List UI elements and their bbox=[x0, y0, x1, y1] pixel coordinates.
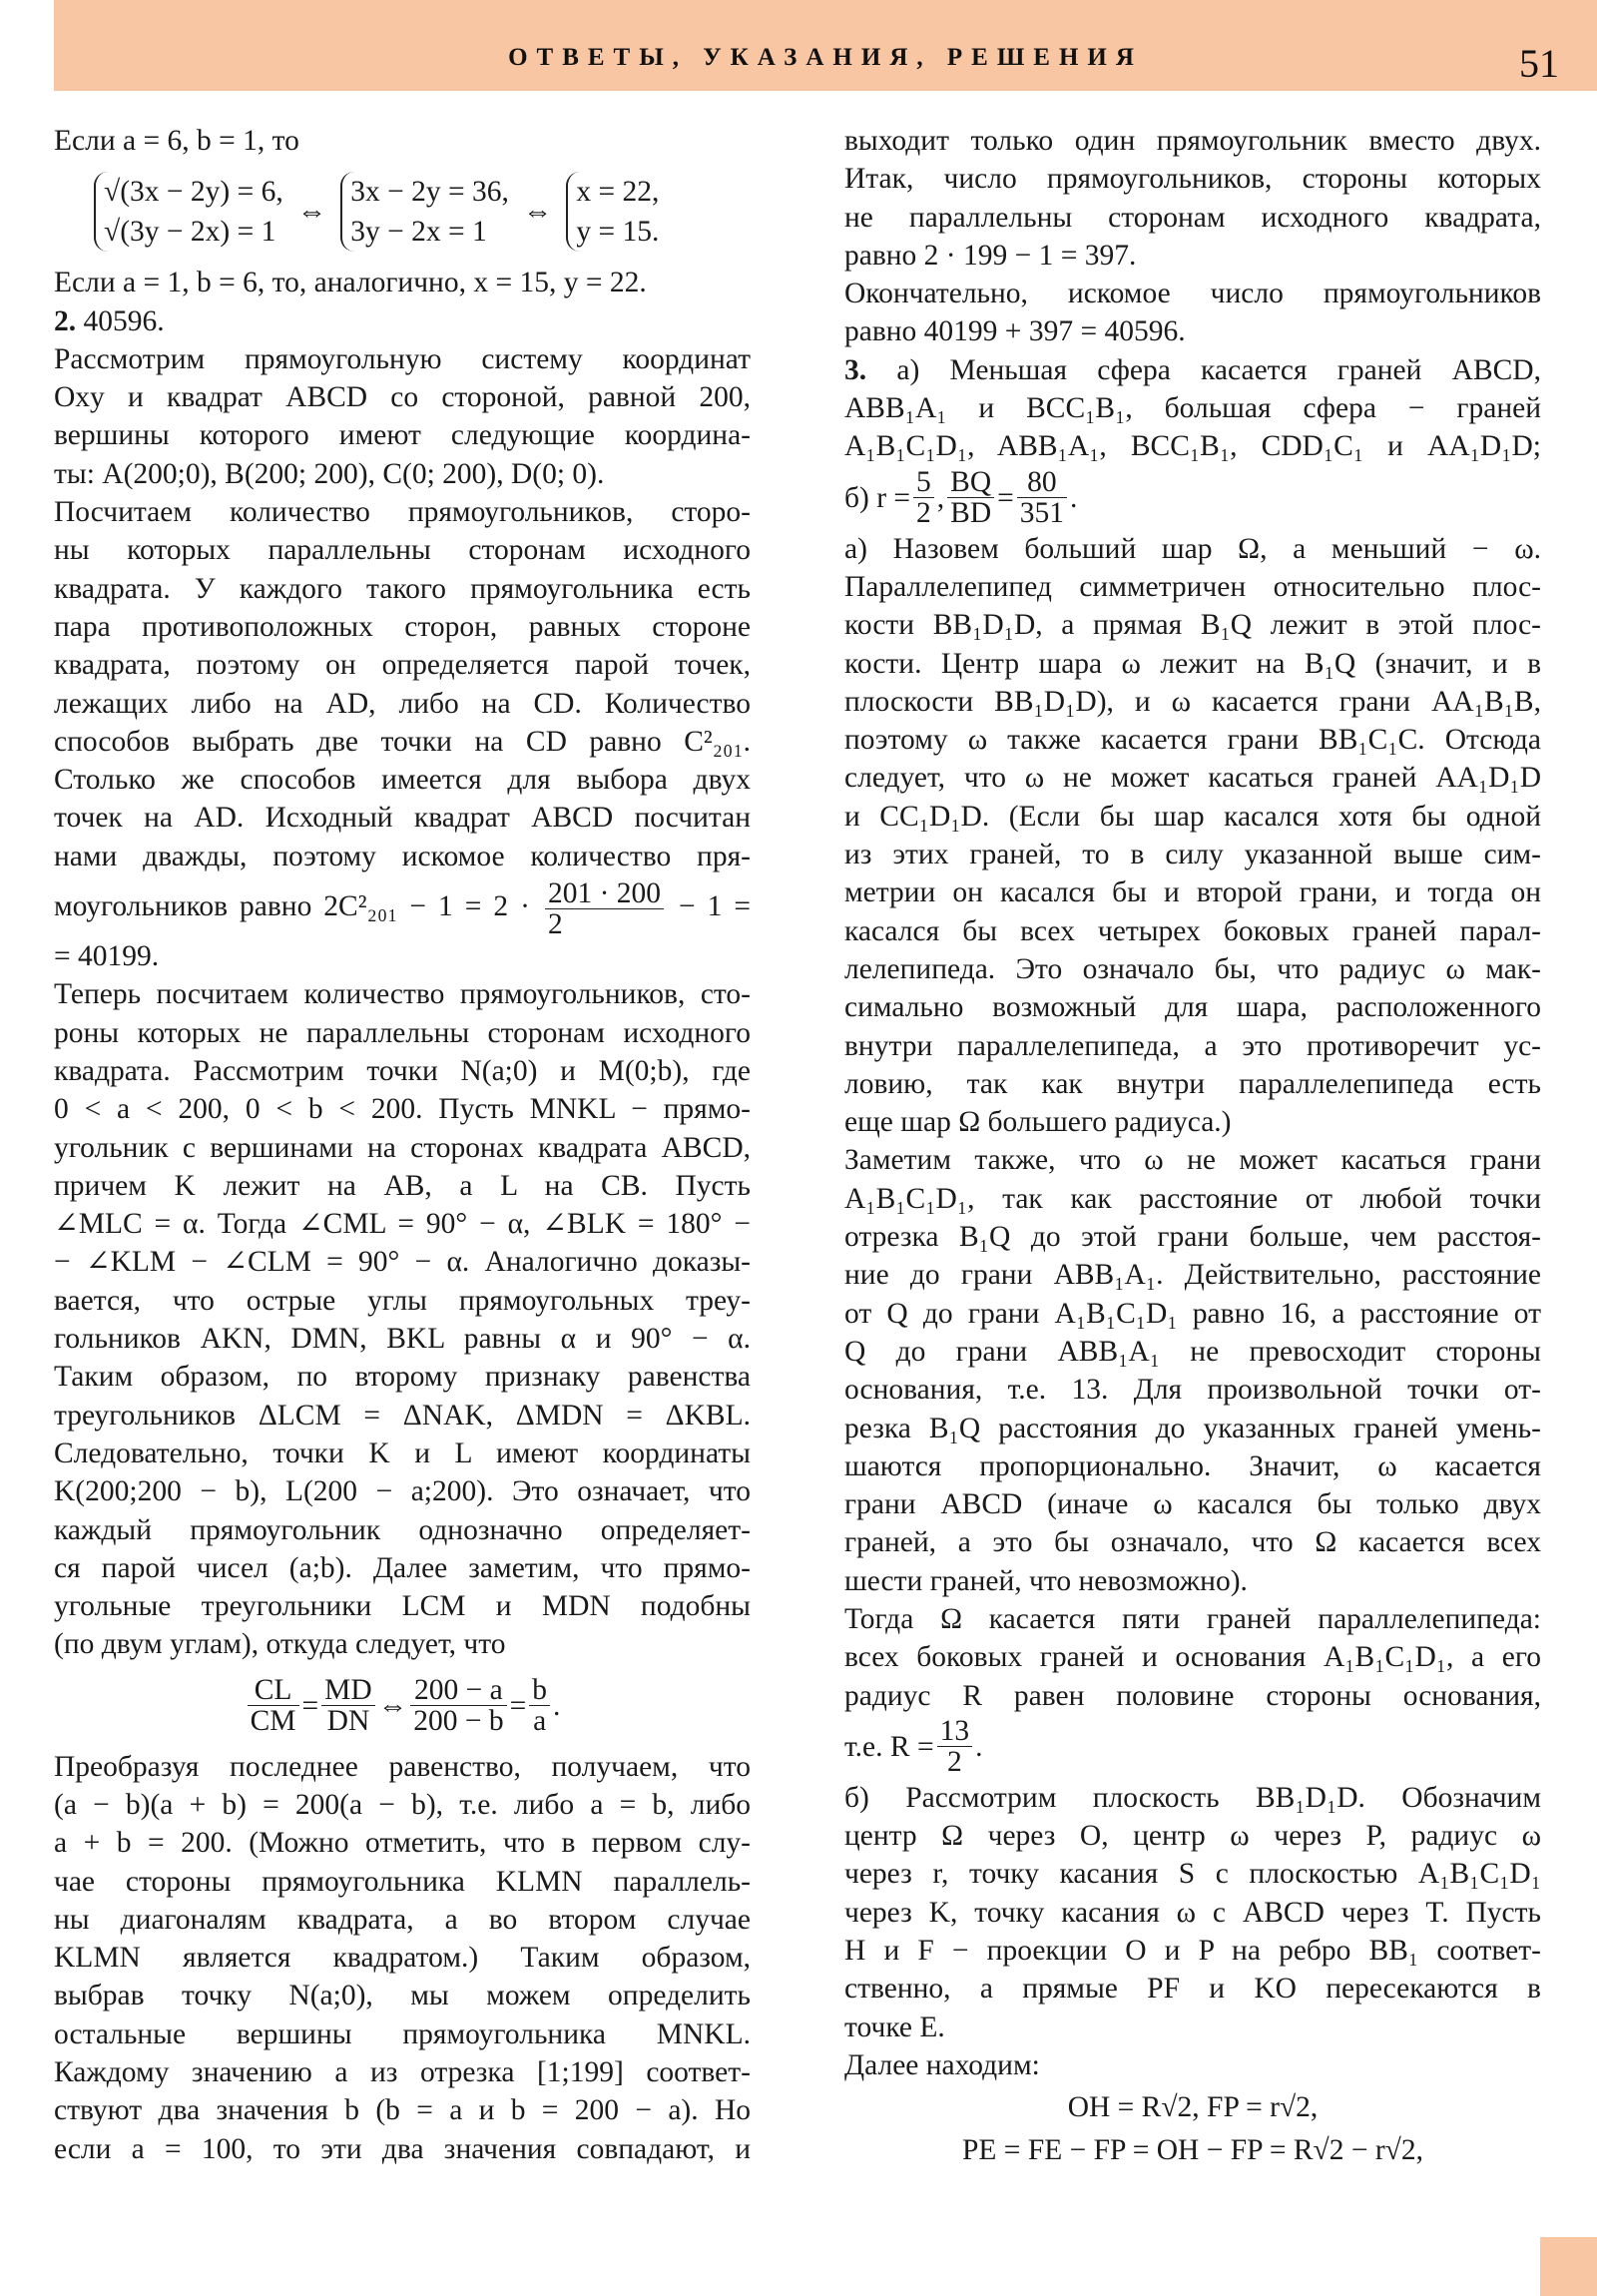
text-line: угольник с вершинами на сторонах квадрата ABCD, bbox=[54, 1131, 751, 1164]
text-line: ние до грани ABB₁A₁. Действительно, расстояние bbox=[844, 1259, 1541, 1292]
paragraph bbox=[54, 340, 751, 493]
text-line: вершины которого имеют следующие координа- bbox=[54, 419, 751, 452]
text-line: касался бы всех четырех боковых граней парал- bbox=[844, 914, 1541, 947]
brace-group bbox=[566, 172, 659, 252]
text-line: Если a = 1, b = 6, то, аналогично, x = 15, y = 22. bbox=[54, 267, 647, 299]
text-line: угольные треугольники LCM и MDN подобны bbox=[54, 1590, 751, 1623]
fraction bbox=[947, 467, 994, 528]
numerator: BQ bbox=[947, 467, 994, 498]
running-header bbox=[54, 0, 1597, 91]
text-line: Итак, число прямоугольников, стороны которых bbox=[844, 163, 1541, 196]
text-line: (a − b)(a + b) = 200(a − b), т.е. либо a = b, либо bbox=[54, 1788, 751, 1821]
text-line: точке E. bbox=[844, 2010, 945, 2043]
text-line: Столько же способов имеется для выбора двух bbox=[54, 764, 751, 797]
text-line: лежащих либо на AD, либо на CD. Количество bbox=[54, 687, 751, 720]
text-line: роны которых не параллельны сторонам исходного bbox=[54, 1016, 751, 1049]
numerator: CL bbox=[248, 1675, 299, 1706]
fraction bbox=[248, 1675, 299, 1736]
text-line: равно 2 · 199 − 1 = 397. bbox=[844, 239, 1137, 272]
numerator: b bbox=[529, 1675, 550, 1706]
equivalence-sign: ⇔ bbox=[522, 196, 553, 229]
text-line: резка B₁Q расстояния до указанных граней умень- bbox=[844, 1412, 1541, 1444]
paragraph bbox=[54, 975, 751, 1663]
text-line: треугольников ΔLCM = ΔNAK, ΔMDN = ΔKBL. bbox=[54, 1399, 751, 1432]
text-line: радиус R равен половине стороны основания, bbox=[844, 1679, 1541, 1712]
paragraph bbox=[54, 264, 751, 301]
paragraph bbox=[844, 1141, 1541, 1600]
text-line: 0 < a < 200, 0 < b < 200. Пусть MNKL − прямо- bbox=[54, 1093, 751, 1126]
numerator: 200 − a bbox=[410, 1675, 506, 1706]
fraction bbox=[937, 1716, 973, 1777]
text-line: из этих граней, то в силу указанной выше сим- bbox=[844, 839, 1541, 871]
denominator: 200 − b bbox=[413, 1705, 504, 1738]
text-line: внутри параллелепипеда, а это противоречит ус- bbox=[844, 1029, 1541, 1062]
text-line: Преобразуя последнее равенство, получаем, что bbox=[54, 1750, 751, 1783]
equation: √(3y − 2x) = 1 bbox=[104, 216, 276, 249]
equation: y = 15. bbox=[576, 216, 660, 249]
numerator: 13 bbox=[937, 1716, 973, 1747]
text-line: K(200;200 − b), L(200 − a;200). Это означает, что bbox=[54, 1475, 751, 1508]
paragraph bbox=[844, 122, 1541, 275]
text-line: кости. Центр шара ω лежит на B₁Q (значит, и в bbox=[844, 647, 1541, 680]
text-line: основания, т.е. 13. Для произвольной точки от- bbox=[844, 1374, 1541, 1407]
equation-system bbox=[54, 160, 751, 264]
paragraph bbox=[844, 530, 1541, 1142]
text-line: центр Ω через O, центр ω через P, радиус ω bbox=[844, 1820, 1541, 1853]
text-line: Параллелепипед симметричен относительно плос- bbox=[844, 570, 1541, 603]
numerator: 80 bbox=[1017, 467, 1067, 498]
text-line: каждый прямоугольник однозначно определяет- bbox=[54, 1513, 751, 1546]
text-line: ловию, так как внутри параллелепипеда есть bbox=[844, 1067, 1541, 1100]
numerator: MD bbox=[321, 1675, 375, 1706]
text-line: Тогда Ω касается пяти граней параллелепипеда: bbox=[844, 1602, 1541, 1635]
text-line: H и F − проекции O и P на ребро BB₁ соответ- bbox=[844, 1935, 1541, 1968]
text-line: через r, точку касания S с плоскостью A₁B₁C₁D₁ bbox=[844, 1858, 1541, 1891]
text-line: отрезка B₁Q до этой грани больше, чем расстоя- bbox=[844, 1221, 1541, 1254]
text-line: квадрата. Рассмотрим точки N(a;0) и M(0;b), где bbox=[54, 1054, 751, 1087]
text-line: ствуют два значения b (b = a и b = 200 − a). Но bbox=[54, 2094, 751, 2127]
centered-formula: PE = FE − FP = OH − FP = R√2 − r√2, bbox=[962, 2133, 1423, 2166]
text-line: ны которых параллельны сторонам исходного bbox=[54, 534, 751, 567]
equation: √(3x − 2y) = 6, bbox=[104, 176, 283, 209]
text-line: Посчитаем количество прямоугольников, сторо- bbox=[54, 496, 751, 529]
text-line: ственно, а прямые PF и KO пересекаются в bbox=[844, 1973, 1541, 2006]
problem-number: 3. bbox=[844, 353, 867, 386]
text-line: всех боковых граней и основания A₁B₁C₁D₁, а его bbox=[844, 1641, 1541, 1674]
denominator: a bbox=[533, 1705, 547, 1738]
denominator: 2 bbox=[547, 907, 563, 940]
equation: 3y − 2x = 1 bbox=[350, 216, 487, 249]
text-line: остальные вершины прямоугольника MNKL. bbox=[54, 2017, 751, 2050]
fraction bbox=[529, 1675, 550, 1736]
text-line: Окончательно, искомое число прямоугольников bbox=[844, 278, 1541, 310]
text-line: квадрата. У каждого такого прямоугольника есть bbox=[54, 572, 751, 605]
text-line: гольников AKN, DMN, BKL равны α и 90° − α. bbox=[54, 1323, 751, 1356]
text-line: = 40199. bbox=[54, 940, 160, 973]
text-line: − ∠KLM − ∠CLM = 90° − α. Аналогично доказы- bbox=[54, 1246, 751, 1279]
right-column bbox=[844, 122, 1541, 2173]
section-title: ОТВЕТЫ, УКАЗАНИЯ, РЕШЕНИЯ bbox=[508, 44, 1143, 71]
text-line: если a = 100, то эти два значения совпадают, и bbox=[54, 2132, 751, 2165]
problem-number: 2. bbox=[54, 304, 77, 337]
text-line: шести граней, что невозможно). bbox=[844, 1564, 1248, 1597]
display-formula: т.е. R = $\frac{13}{2}$ . bbox=[844, 1715, 983, 1779]
fraction bbox=[1017, 467, 1067, 528]
page-number: 51 bbox=[1519, 41, 1559, 86]
paragraph bbox=[54, 1748, 751, 2168]
text-line: ABB₁A₁ и BCC₁B₁, большая сфера − граней bbox=[844, 392, 1541, 425]
text-line: причем K лежит на AB, а L на CB. Пусть bbox=[54, 1169, 751, 1202]
numerator: 5 bbox=[913, 467, 934, 498]
fraction bbox=[410, 1675, 506, 1736]
paragraph bbox=[844, 275, 1541, 351]
text-line: ны диагоналям квадрата, а во втором случае bbox=[54, 1903, 751, 1936]
text-line: симально возможный для шара, расположенного bbox=[844, 991, 1541, 1024]
text-line: Если a = 6, b = 1, то bbox=[54, 125, 299, 157]
text-line: Oxy и квадрат ABCD со стороной, равной 200, bbox=[54, 381, 751, 414]
numerator: 201 · 200 bbox=[545, 878, 664, 909]
text-line: Далее находим: bbox=[844, 2048, 1040, 2081]
text-line: грани ABCD (иначе ω касался бы только двух bbox=[844, 1488, 1541, 1521]
text-line: от Q до грани A₁B₁C₁D₁ равно 16, а расстояние от bbox=[844, 1297, 1541, 1330]
paragraph bbox=[54, 122, 751, 160]
text-line: квадрата, поэтому он определяется парой точек, bbox=[54, 649, 751, 682]
text-line: нами дважды, поэтому искомое количество пря- bbox=[54, 840, 751, 872]
paragraph bbox=[844, 1600, 1541, 1715]
centered-formula: OH = R√2, FP = r√2, bbox=[1067, 2091, 1319, 2124]
display-formula: б) r = $\frac{5}{2}$ , $\frac{BQ}{BD}$ = $\frac{80}{351}$ . bbox=[844, 466, 1078, 530]
text-line: 2. 40596. bbox=[54, 304, 165, 337]
fraction bbox=[545, 878, 664, 939]
text-line: вается, что острые углы прямоугольных треу- bbox=[54, 1284, 751, 1317]
text-line: шаются пропорционально. Значит, ω касается bbox=[844, 1449, 1541, 1482]
denominator: CM bbox=[250, 1705, 296, 1738]
text-line: моугольников равно 2C²₂₀₁ − 1 = 2 · $\frac{201 \cdot 200}{2}$ − 1 = bbox=[54, 876, 751, 940]
denominator: BD bbox=[950, 497, 992, 530]
text-line: 3. а) Меньшая сфера касается граней ABCD, bbox=[844, 353, 1541, 386]
paragraph bbox=[54, 302, 751, 340]
text-line: б) Рассмотрим плоскость BB₁D₁D. Обозначим bbox=[844, 1781, 1541, 1814]
paragraph bbox=[844, 1779, 1541, 2046]
text-line: ∠MLC = α. Тогда ∠CML = 90° − α, ∠BLK = 180° − bbox=[54, 1208, 751, 1241]
brace-group bbox=[94, 172, 283, 252]
text-line: а) Назовем больший шар Ω, а меньший − ω. bbox=[844, 532, 1541, 565]
paragraph bbox=[844, 2046, 1541, 2084]
text-line: KLMN является квадратом.) Таким образом, bbox=[54, 1942, 751, 1975]
text-line: (по двум углам), откуда следует, что bbox=[54, 1628, 506, 1661]
text-line: равно 40199 + 397 = 40596. bbox=[844, 315, 1186, 348]
text-line: кости BB₁D₁D, а прямая B₁Q лежит в этой плос- bbox=[844, 609, 1541, 642]
text-line: ся парой чисел (a;b). Далее заметим, что прямо- bbox=[54, 1551, 751, 1584]
text-line: Рассмотрим прямоугольную систему координат bbox=[54, 342, 751, 375]
equivalence-sign: ⇔ bbox=[296, 196, 327, 229]
text-line: еще шар Ω большего радиуса.) bbox=[844, 1106, 1232, 1139]
denominator: 2 bbox=[916, 497, 931, 530]
text-line: выходит только один прямоугольник вместо двух. bbox=[844, 125, 1541, 157]
corner-tab bbox=[1540, 2237, 1597, 2296]
text-line: через K, точку касания ω с ABCD через T. Пусть bbox=[844, 1896, 1541, 1929]
text-line: и CC₁D₁D. (Если бы шар касался хотя бы одной bbox=[844, 800, 1541, 833]
text-line: чае стороны прямоугольника KLMN параллель- bbox=[54, 1865, 751, 1898]
text-line: выбрав точку N(a;0), мы можем определить bbox=[54, 1980, 751, 2012]
text-line: ты: A(200;0), B(200; 200), C(0; 200), D(0; 0). bbox=[54, 457, 605, 490]
text-line: Таким образом, по второму признаку равенства bbox=[54, 1361, 751, 1394]
text-line: Теперь посчитаем количество прямоугольников, сто- bbox=[54, 978, 751, 1011]
text-line: граней, а это бы означало, что Ω касается всех bbox=[844, 1526, 1541, 1559]
text-line: поэтому ω также касается грани BB₁C₁C. Отсюда bbox=[844, 724, 1541, 757]
left-column bbox=[54, 122, 751, 2168]
text-line: Q до грани ABB₁A₁ не превосходит стороны bbox=[844, 1335, 1541, 1368]
text-line: плоскости BB₁D₁D), и ω касается грани AA₁B₁B, bbox=[844, 685, 1541, 718]
equation: 3x − 2y = 36, bbox=[350, 176, 509, 209]
denominator: DN bbox=[326, 1705, 370, 1738]
text-line: пара противоположных сторон, равных стороне bbox=[54, 610, 751, 643]
paragraph bbox=[54, 493, 751, 975]
denominator: 2 bbox=[946, 1746, 962, 1779]
text-line: a + b = 200. (Можно отметить, что в первом слу- bbox=[54, 1827, 751, 1860]
text-line: Следовательно, точки K и L имеют координаты bbox=[54, 1436, 751, 1469]
text-line: Каждому значению a из отрезка [1;199] соответ- bbox=[54, 2056, 751, 2089]
text-line: точек на AD. Исходный квадрат ABCD посчитан bbox=[54, 802, 751, 835]
paragraph bbox=[844, 351, 1541, 466]
denominator: 351 bbox=[1019, 497, 1065, 530]
fraction bbox=[321, 1675, 375, 1736]
text-line: следует, что ω не может касаться граней AA₁D₁D bbox=[844, 762, 1541, 795]
display-formula: $\frac{CL}{CM}$ = $\frac{MD}{DN}$ ⇔ $\frac{200 - a}{200 - b}$ = $\frac{b}{a}$ . bbox=[54, 1664, 751, 1748]
text-line: Заметим также, что ω не может касаться грани bbox=[844, 1144, 1541, 1177]
equation: x = 22, bbox=[576, 176, 660, 209]
text-line: A₁B₁C₁D₁, ABB₁A₁, BCC₁B₁, CDD₁C₁ и AA₁D₁D; bbox=[844, 430, 1541, 463]
brace-group bbox=[340, 172, 509, 252]
text-line: лелепипеда. Это означало бы, что радиус ω мак- bbox=[844, 952, 1541, 985]
text-line: способов выбрать две точки на CD равно C²₂₀₁. bbox=[54, 725, 751, 758]
text-line: A₁B₁C₁D₁, так как расстояние от любой точки bbox=[844, 1182, 1541, 1215]
fraction bbox=[913, 467, 934, 528]
text-line: не параллельны сторонам исходного квадрата, bbox=[844, 201, 1541, 234]
text-line: метрии он касался бы и второй грани, и тогда он bbox=[844, 876, 1541, 909]
